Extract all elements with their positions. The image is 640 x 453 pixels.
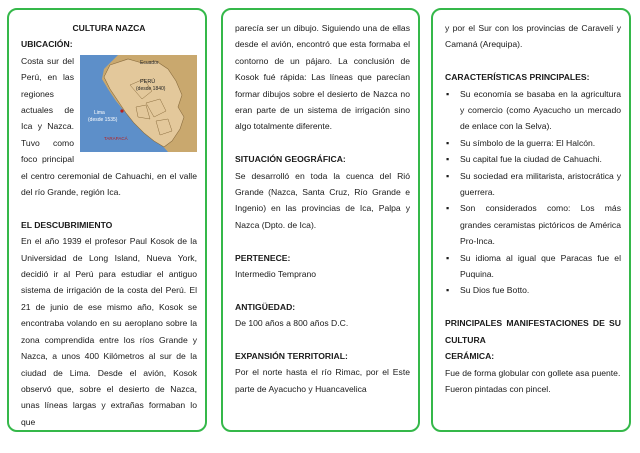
peru-map <box>80 55 197 152</box>
map-label-south: TARAPACÁ <box>104 135 128 141</box>
peru-map-graphic <box>80 55 197 152</box>
caracteristicas-list <box>445 86 621 299</box>
list-item: ▪ Su símbolo de la guerra: El Halcón. <box>445 135 621 151</box>
descubrimiento-heading: EL DESCUBRIMIENTO <box>21 219 113 230</box>
panel-2 <box>221 8 420 432</box>
caracteristicas-heading: CARACTERÍSTICAS PRINCIPALES: <box>445 72 590 83</box>
list-item: ▪ Su Dios fue Botto. <box>445 282 621 298</box>
ceramica-heading: CERÁMICA: <box>445 351 495 362</box>
ceramica-text-2: Fueron pintadas con pincel. <box>445 383 551 394</box>
list-item: ▪ Su sociedad era militarista, aristocrática y guerrera. <box>445 168 621 201</box>
expansion-continued-text: y por el Sur con los provincias de Caravelí y Camaná (Arequipa). <box>445 23 621 50</box>
ubicacion-heading: UBICACIÓN: <box>21 39 73 50</box>
situacion-text: Se desarrolló en toda la cuenca del Rió Grande (Nazca, Santa Cruz, Río Grande e Ingenio) en las provincias de Ica, Palpa y Nazca (Dpto. de Ica). <box>235 170 410 230</box>
ubicacion-section <box>21 53 197 201</box>
map-label-ecuador: Ecuador <box>140 59 159 66</box>
expansion-text: Por el norte hasta el río Rimac, por el Este parte de Ayacucho y Huancavelica <box>235 367 410 394</box>
list-item: ▪ Su economía se basaba en la agricultura y comercio (como Ayacucho un mercado de enlace con la Selva). <box>445 86 621 135</box>
document-title: CULTURA NAZCA <box>72 23 146 33</box>
ceramica-text-1: Fue de forma globular con gollete asa puente. <box>445 367 621 378</box>
map-lima-marker <box>120 109 123 112</box>
map-label-lima-date: (desde 1535) <box>88 116 118 123</box>
panel-1 <box>7 8 207 432</box>
descubrimiento-text: En el año 1939 el profesor Paul Kosok de la Universidad de Long Island, Nueva York, decidió ir al Perú para estudiar el antiguo sistema de irrigación de la costa del Perú. El 21 de junio de ese mismo año, Kosok se encontraba volando en su aeroplano sobre la zona comprendida entre los ríos Grande y Nazca, a unos 400 Kilómetros al sur de la ciudad de Lima. Desde el avión, Kosok observó que, sobre el desierto de Nazca, unas líneas largas y extrañas formaban lo que <box>21 236 197 427</box>
ubicacion-text: Costa sur del Perú, en las regiones actuales de Ica y Nazca. Tuvo como foco principal el centro ceremonial de Cahuachi, en el valle del río Grande, región Ica. <box>21 55 197 198</box>
list-item: ▪ Su idioma al igual que Paracas fue el Puquina. <box>445 250 621 283</box>
antiguedad-text: De 100 años a 800 años D.C. <box>235 318 349 329</box>
list-item: ▪ Su capital fue la ciudad de Cahuachi. <box>445 151 621 167</box>
map-label-lima: Lima <box>94 109 105 116</box>
manifestaciones-heading: PRINCIPALES MANIFESTACIONES DE SU CULTURA <box>445 318 621 345</box>
descubrimiento-continued-text: parecía ser un dibujo. Siguiendo una de ellas desde el avión, encontró que esta formaba el contorno de un pájaro. La conclusión de Kosok fué rápida: Las líneas que parecían formar dibujos sobre el desierto de Nazca no eran parte de un sistema de irrigación sino algo totalmente diferente. <box>235 23 410 132</box>
map-label-peru-date: (desde 1840) <box>136 85 166 92</box>
panel-3 <box>431 8 631 432</box>
pertenece-heading: PERTENECE: <box>235 252 291 263</box>
expansion-heading: EXPANSIÓN TERRITORIAL: <box>235 351 348 362</box>
list-item: ▪ Son considerados como: Los más grandes ceramistas pictóricos de América Pro-Inca. <box>445 200 621 249</box>
pertenece-text: Intermedio Temprano <box>235 269 317 280</box>
antiguedad-heading: ANTIGÜEDAD: <box>235 301 296 312</box>
situacion-heading: SITUACIÓN GEOGRÁFICA: <box>235 154 346 165</box>
map-label-peru: PERÚ <box>140 78 156 85</box>
